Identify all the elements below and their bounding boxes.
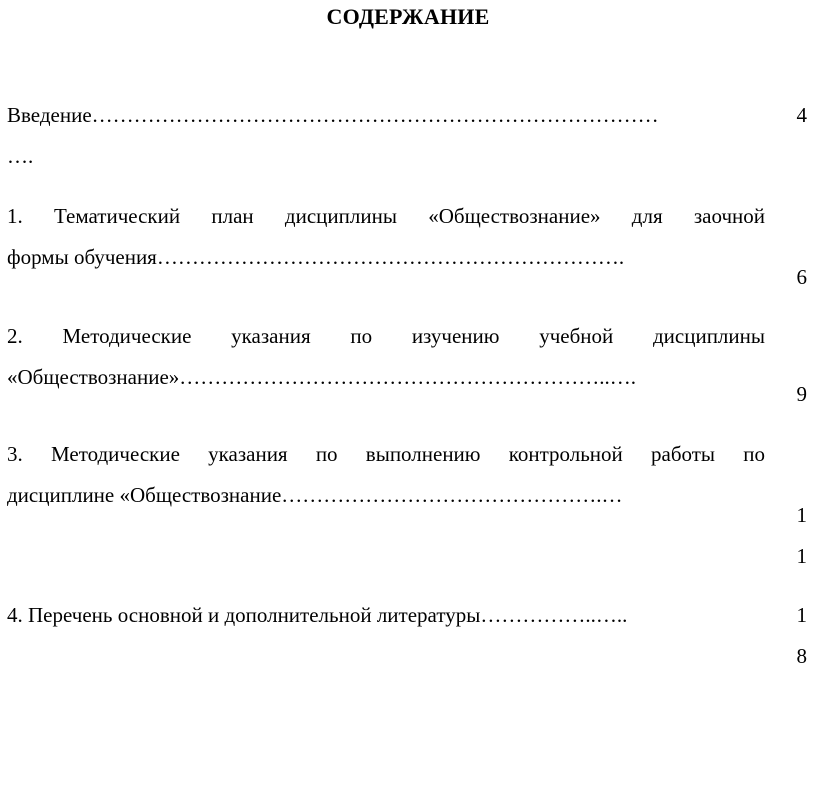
page-number-value: 4 <box>796 103 807 127</box>
toc-entry-1 <box>7 196 765 278</box>
toc-entry-text: дисциплине «Обществознание……………………………………….… <box>7 483 623 507</box>
toc-entry-text: 3. Методические указания по выполнению контрольной работы по <box>7 442 765 466</box>
toc-entry-text: «Обществознание»……………………………………………………..…. <box>7 365 637 389</box>
toc-entry-text: Введение……………………………………………………………………… <box>7 103 659 127</box>
toc-entry-2 <box>7 316 765 398</box>
toc-entry-text: формы обучения…………………………………………………………. <box>7 245 625 269</box>
toc-page-number <box>777 257 807 298</box>
page-number-value: 6 <box>796 265 807 289</box>
page-number-value: 9 <box>796 382 807 406</box>
page-number-digit: 1 <box>796 603 807 627</box>
toc-entry-3 <box>7 434 765 516</box>
toc-entry-text: 2. Методические указания по изучению учебной дисциплины <box>7 324 765 348</box>
page-number-digit: 8 <box>796 644 807 668</box>
toc-entry-text: 4. Перечень основной и дополнительной литературы……………..….. <box>7 603 628 627</box>
toc-entry-text: …. <box>7 144 34 168</box>
toc-entry-text: 1. Тематический план дисциплины «Обществознание» для заочной <box>7 204 765 228</box>
toc-entry-4 <box>7 595 765 636</box>
page-number-digit: 1 <box>796 544 807 568</box>
toc-entry-introduction <box>7 95 765 177</box>
page-number-digit: 1 <box>796 503 807 527</box>
toc-page-number <box>777 495 807 577</box>
toc-page-number <box>777 95 807 136</box>
toc-page-number <box>777 374 807 415</box>
page-title: СОДЕРЖАНИЕ <box>326 4 490 29</box>
toc-page-number <box>777 595 807 677</box>
